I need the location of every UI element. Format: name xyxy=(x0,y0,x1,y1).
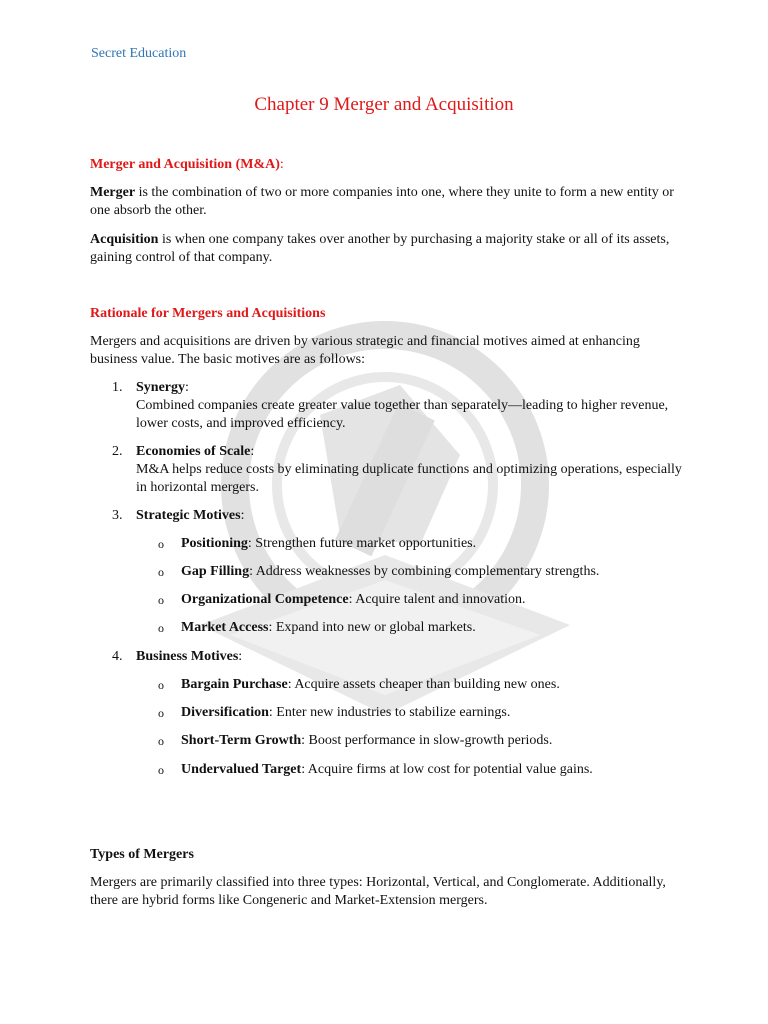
bullet-icon: o xyxy=(158,537,164,551)
acquisition-definition: Acquisition is when one company takes over another by purchasing a majority stake or all of its assets, gaining control of that company. xyxy=(90,232,670,265)
rationale-intro: Mergers and acquisitions are driven by various strategic and financial motives aimed at enhancing business value. The basic motives are as follows: xyxy=(90,334,640,367)
list-number: 2. xyxy=(112,444,123,459)
bullet-icon: o xyxy=(158,706,164,720)
acquisition-term: Acquisition xyxy=(90,232,159,247)
bullet-icon: o xyxy=(158,565,164,579)
bullet-icon: o xyxy=(158,734,164,748)
list-item-synergy: Synergy: Combined companies create greater value together than separately—leading to higher revenue, lower costs, and improved efficiency. xyxy=(136,380,669,431)
types-text: Mergers are primarily classified into three types: Horizontal, Vertical, and Conglomerate. Additionally, there are hybrid forms like Congeneric and Market-Extension mergers. xyxy=(90,875,666,908)
list-number: 3. xyxy=(112,508,123,523)
list-item-strategic-motives: Strategic Motives: xyxy=(136,508,245,523)
merger-definition: Merger is the combination of two or more companies into one, where they unite to form a new entity or one absorb the other. xyxy=(90,185,674,218)
list-number: 4. xyxy=(112,649,123,664)
list-item-economies-of-scale: Economies of Scale: M&A helps reduce costs by eliminating duplicate functions and optimizing operations, especially in horizontal mergers. xyxy=(136,444,682,495)
list-item: Short-Term Growth: Boost performance in slow-growth periods. xyxy=(181,733,553,748)
bullet-icon: o xyxy=(158,593,164,607)
ma-heading: Merger and Acquisition (M&A): xyxy=(90,157,284,172)
list-item: Bargain Purchase: Acquire assets cheaper than building new ones. xyxy=(181,677,560,692)
bullet-icon: o xyxy=(158,678,164,692)
list-item: Organizational Competence: Acquire talent and innovation. xyxy=(181,592,526,607)
page-header: Secret Education xyxy=(91,46,187,61)
rationale-heading: Rationale for Mergers and Acquisitions xyxy=(90,306,326,321)
list-item: Positioning: Strengthen future market opportunities. xyxy=(181,536,477,551)
merger-term: Merger xyxy=(90,185,136,200)
list-item: Market Access: Expand into new or global markets. xyxy=(181,620,476,635)
list-item: Gap Filling: Address weaknesses by combining complementary strengths. xyxy=(181,564,600,579)
list-number: 1. xyxy=(112,380,123,395)
chapter-title: Chapter 9 Merger and Acquisition xyxy=(254,94,514,115)
list-item: Diversification: Enter new industries to stabilize earnings. xyxy=(181,705,511,720)
bullet-icon: o xyxy=(158,621,164,635)
list-item: Undervalued Target: Acquire firms at low cost for potential value gains. xyxy=(181,762,593,777)
types-heading: Types of Mergers xyxy=(90,847,194,862)
list-item-business-motives: Business Motives: xyxy=(136,649,243,664)
bullet-icon: o xyxy=(158,763,164,777)
